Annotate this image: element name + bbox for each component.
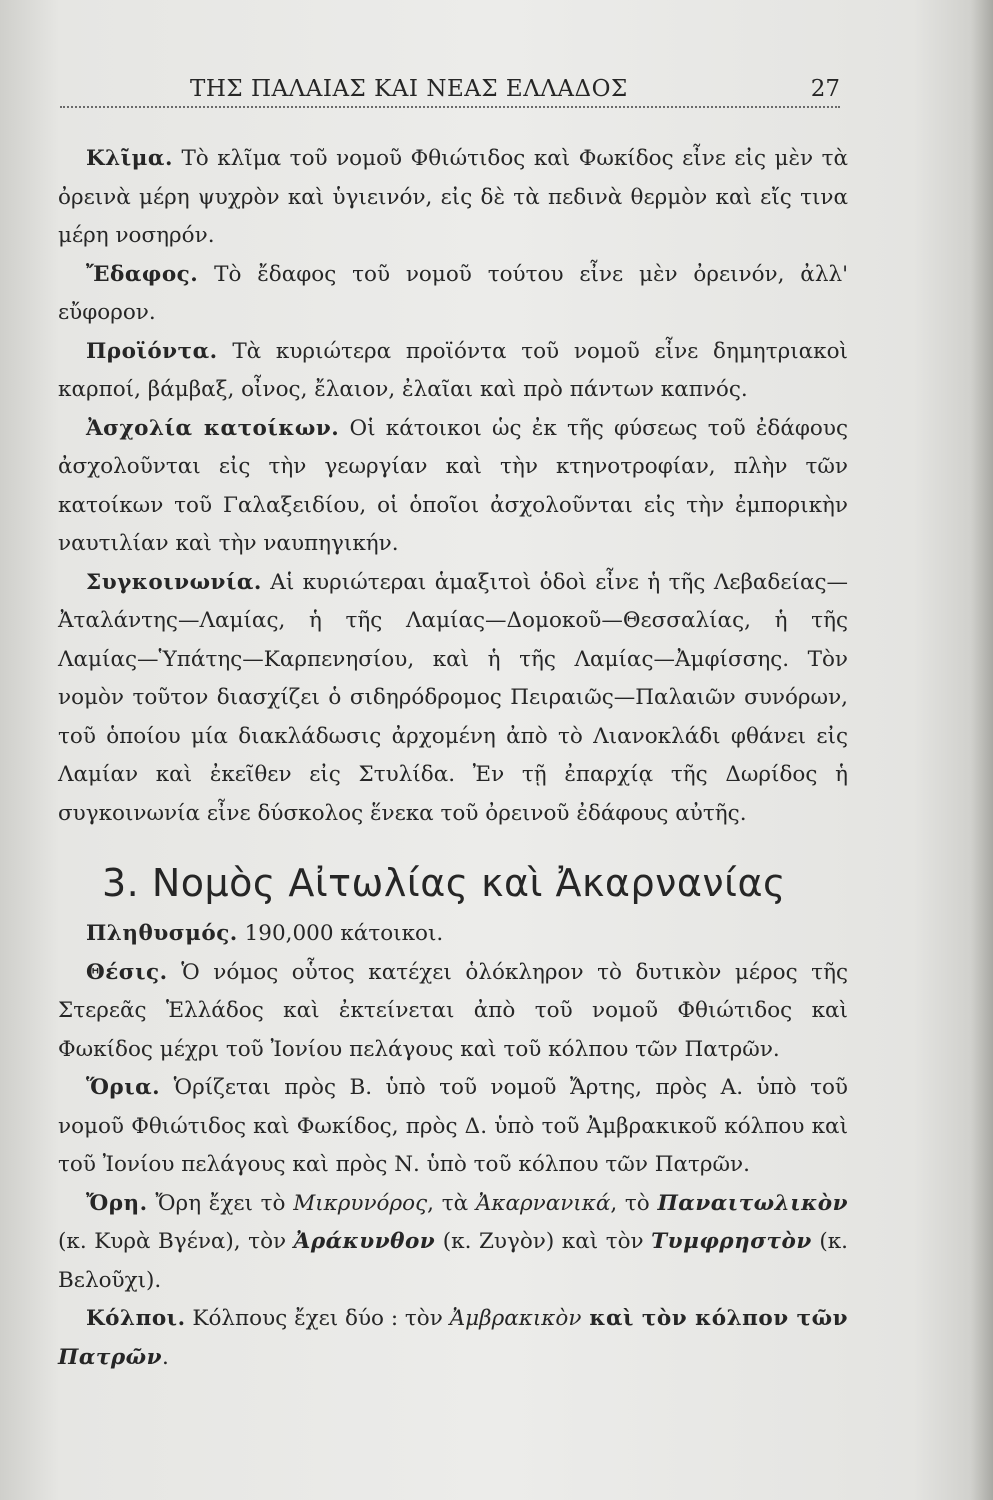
term-kolpoi: Κόλποι. (86, 1306, 186, 1331)
text-ori-2: , τὰ (427, 1190, 476, 1216)
text-oria: Ὁρίζεται πρὸς Β. ὑπὸ τοῦ νομοῦ Ἄρτης, πρὸς Α. ὑπὸ τοῦ νομοῦ Φθιώτιδος καὶ Φωκίδος, πρὸς Δ. ὑπὸ τοῦ Ἀμβρακικοῦ κόλπου καὶ τοῦ Ἰονίου πελάγους καὶ πρὸς Ν. ὑπὸ τοῦ κόλπου τῶν Πατρῶν. (58, 1075, 848, 1177)
text-ori-5: (κ. Ζυγὸν) καὶ τὸν (435, 1229, 652, 1254)
paragraph-plithysmos (58, 915, 848, 954)
term-thesis: Θέσις. (86, 959, 168, 985)
page-header (40, 72, 840, 108)
header-rule (60, 106, 840, 108)
mountain-tymfristos: Τυμφρηστὸν (651, 1229, 812, 1254)
text-kolpoi-3: . (162, 1344, 169, 1370)
text-ori-4: (κ. Κυρὰ Βγένα), τὸν (58, 1229, 294, 1254)
book-spine (971, 0, 993, 1500)
paragraph-oria (58, 1069, 848, 1185)
paragraph-synkoinonia (58, 564, 848, 834)
paragraph-ascholia (58, 410, 848, 564)
term-plithysmos: Πληθυσμός. (86, 921, 238, 946)
term-oria: Ὅρια. (86, 1075, 161, 1100)
text-plithysmos: 190,000 κάτοικοι. (244, 921, 444, 946)
text-ascholia: Οἱ κάτοικοι ὡς ἐκ τῆς φύσεως τοῦ ἐδάφους ἀσχολοῦνται εἰς τὴν γεωργίαν καὶ τὴν κτηνοτροφίαν, πλὴν τῶν κατοίκων τοῦ Γαλαξειδίου, οἱ ὁποῖοι ἀσχολοῦνται εἰς τὴν ἐμπορικὴν ναυτιλίαν καὶ τὴν ναυπηγικήν. (58, 415, 848, 556)
text-ori-1: Ὄρη ἔχει τὸ (155, 1190, 294, 1216)
paragraph-thesis (58, 954, 848, 1070)
running-title: ΤΗΣ ΠΑΛΑΙΑΣ ΚΑΙ ΝΕΑΣ ΕΛΛΑΔΟΣ (190, 76, 628, 102)
text-proionta: Τὰ κυριώτερα προϊόντα τοῦ νομοῦ εἶνε δημητριακοὶ καρποί, βάμβαξ, οἶνος, ἔλαιον, ἐλαῖαι καὶ πρὸ πάντων καπνός. (58, 338, 848, 402)
gulf-amvrakikos: Ἀμβρακικὸν (449, 1306, 582, 1331)
mountain-panaitolikon: Παναιτωλικὸν (657, 1190, 848, 1216)
text-thesis: Ὁ νόμος οὗτος κατέχει ὁλόκληρον τὸ δυτικὸν μέρος τῆς Στερεᾶς Ἑλλάδος καὶ ἐκτείνεται ἀπὸ τοῦ νομοῦ Φθιώτιδος καὶ Φωκίδος μέχρι τοῦ Ἰονίου πελάγους καὶ τοῦ κόλπου τῶν Πατρῶν. (58, 959, 848, 1062)
text-ori-6: (κ. Βελοῦχι). (58, 1229, 849, 1293)
text-klima: Τὸ κλῖμα τοῦ νομοῦ Φθιώτιδος καὶ Φωκίδος εἶνε εἰς μὲν τὰ ὀρεινὰ μέρη ψυχρὸν καὶ ὑγιεινόν, εἰς δὲ τὰ πεδινὰ θερμὸν καὶ εἴς τινα μέρη νοσηρόν. (58, 146, 849, 248)
section-heading: 3. Νομὸς Αἰτωλίας καὶ Ἀκαρνανίας (102, 861, 786, 905)
term-ori: Ὄρη. (86, 1190, 148, 1216)
text-kolpoi-1: Κόλπους ἔχει δύο : τὸν (192, 1306, 450, 1331)
paragraph-edafos (58, 256, 848, 333)
paragraph-proionta (58, 333, 848, 410)
page-body (58, 140, 848, 1377)
term-synkoinonia: Συγκοινωνία. (86, 569, 262, 595)
term-edafos: Ἔδαφος. (86, 261, 199, 287)
text-synkoinonia: Αἱ κυριώτεραι ἁμαξιτοὶ ὁδοὶ εἶνε ἡ τῆς Λεβαδείας—Ἀταλάντης—Λαμίας, ἡ τῆς Λαμίας—Δομοκοῦ—Θεσσαλίας, ἡ τῆς Λαμίας—Ὑπάτης—Καρπενησίου, καὶ ἡ τῆς Λαμίας—Ἀμφίσσης. Τὸν νομὸν τοῦτον διασχίζει ὁ σιδηρόδρομος Πειραιῶς—Παλαιῶν συνόρων, τοῦ ὁποίου μία διακλάδωσις ἀρχομένη ἀπὸ τὸ Λιανοκλάδι φθάνει εἰς Λαμίαν καὶ ἐκεῖθεν εἰς Στυλίδα. Ἐν τῇ ἐπαρχίᾳ τῆς Δωρίδος ἡ συγκοινωνία εἶνε δύσκολος ἕνεκα τοῦ ὀρεινοῦ ἐδάφους αὐτῆς. (58, 569, 849, 826)
term-proionta: Προϊόντα. (86, 338, 218, 364)
paragraph-kolpoi (58, 1300, 848, 1377)
mountain-akarnanika: Ἀκαρνανικά (475, 1190, 611, 1216)
term-klima: Κλῖμα. (86, 146, 173, 171)
text-kolpoi-2: καὶ τὸν κόλπον τῶν (581, 1306, 848, 1331)
text-edafos: Τὸ ἔδαφος τοῦ νομοῦ τούτου εἶνε μὲν ὀρεινόν, ἀλλ' εὔφορον. (58, 261, 848, 325)
gulf-patron: Πατρῶν (58, 1344, 163, 1370)
page-number: 27 (810, 76, 840, 102)
paragraph-ori (58, 1185, 848, 1301)
paragraph-klima (58, 140, 848, 256)
term-ascholia: Ἀσχολία κατοίκων. (86, 415, 340, 441)
mountain-arakynthos: Ἀράκυνθον (293, 1229, 436, 1254)
text-ori-3: , τὸ (610, 1190, 658, 1216)
mountain-mikrynoros: Μικρυνόρος (293, 1190, 428, 1216)
